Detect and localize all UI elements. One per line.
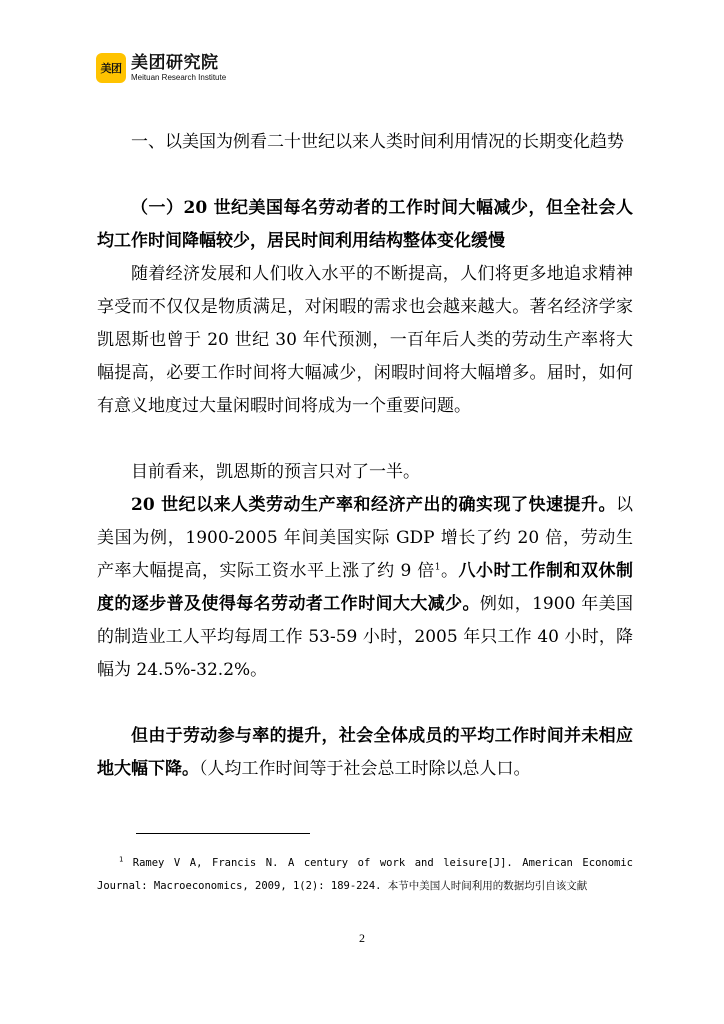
footnote: [97, 852, 633, 898]
paragraph-3-text-3: 例如，1900 年美国的制造业工人平均每周工作 53-59 小时，2005 年只工作 40 小时，降幅为 24.5%-32.2%。: [97, 594, 634, 680]
logo-badge: 美团: [96, 53, 126, 83]
footnote-reference[interactable]: 1: [434, 562, 441, 573]
paragraph-4-bold: 但由于劳动参与率的提升，社会全体成员的平均工作时间并未相应地大幅下降。: [97, 726, 633, 779]
logo-text: [131, 54, 226, 83]
paragraph-3-bold-2: 八小时工作制和双休制度的逐步普及使得每名劳动者工作时间大大减少。: [97, 561, 634, 614]
paragraph-4-text: （人均工作时间等于社会总工时除以总人口。: [199, 759, 531, 779]
meituan-logo: [96, 53, 226, 83]
paragraph-3: [97, 489, 633, 687]
footnote-marker: 1: [119, 855, 124, 864]
paragraph-2: 目前看来，凯恩斯的预言只对了一半。: [131, 462, 420, 482]
subsection-heading: （一）20 世纪美国每名劳动者的工作时间大幅减少，但全社会人均工作时间降幅较少，居民时间利用结构整体变化缓慢: [97, 198, 633, 251]
page-number: 2: [359, 931, 365, 945]
section-heading: 一、以美国为例看二十世纪以来人类时间利用情况的长期变化趋势: [131, 132, 624, 152]
footnote-divider: [136, 833, 310, 834]
paragraph-3-text-2: 。: [440, 561, 459, 581]
paragraph-4: [97, 720, 633, 786]
logo-name-cn: 美团研究院: [131, 52, 219, 73]
footnote-text: Ramey V A, Francis N. A century of work and leisure[J]. American Economic Journal: Macroeconomics, 2009, 1(2): 189-224. 本节中美国人时间利用的数据均引自该文献: [97, 857, 633, 892]
logo-name-en: Meituan Research Institute: [131, 72, 227, 82]
paragraph-1: 随着经济发展和人们收入水平的不断提高，人们将更多地追求精神享受而不仅仅是物质满足，对闲暇的需求也会越来越大。著名经济学家凯恩斯也曾于 20 世纪 30 年代预测，一百年后人类的劳动生产率将大幅提高，必要工作时间将大幅减少，闲暇时间将大幅增多。届时，如何有意义地度过大量闲暇时间将成为一个重要问题。: [97, 264, 633, 416]
paragraph-3-bold-1: 20 世纪以来人类劳动生产率和经济产出的确实现了快速提升。: [131, 495, 616, 515]
paragraph-3-text-1: 以美国为例，1900-2005 年间美国实际 GDP 增长了约 20 倍，劳动生产率大幅提高，实际工资水平上涨了约 9 倍: [97, 495, 633, 581]
